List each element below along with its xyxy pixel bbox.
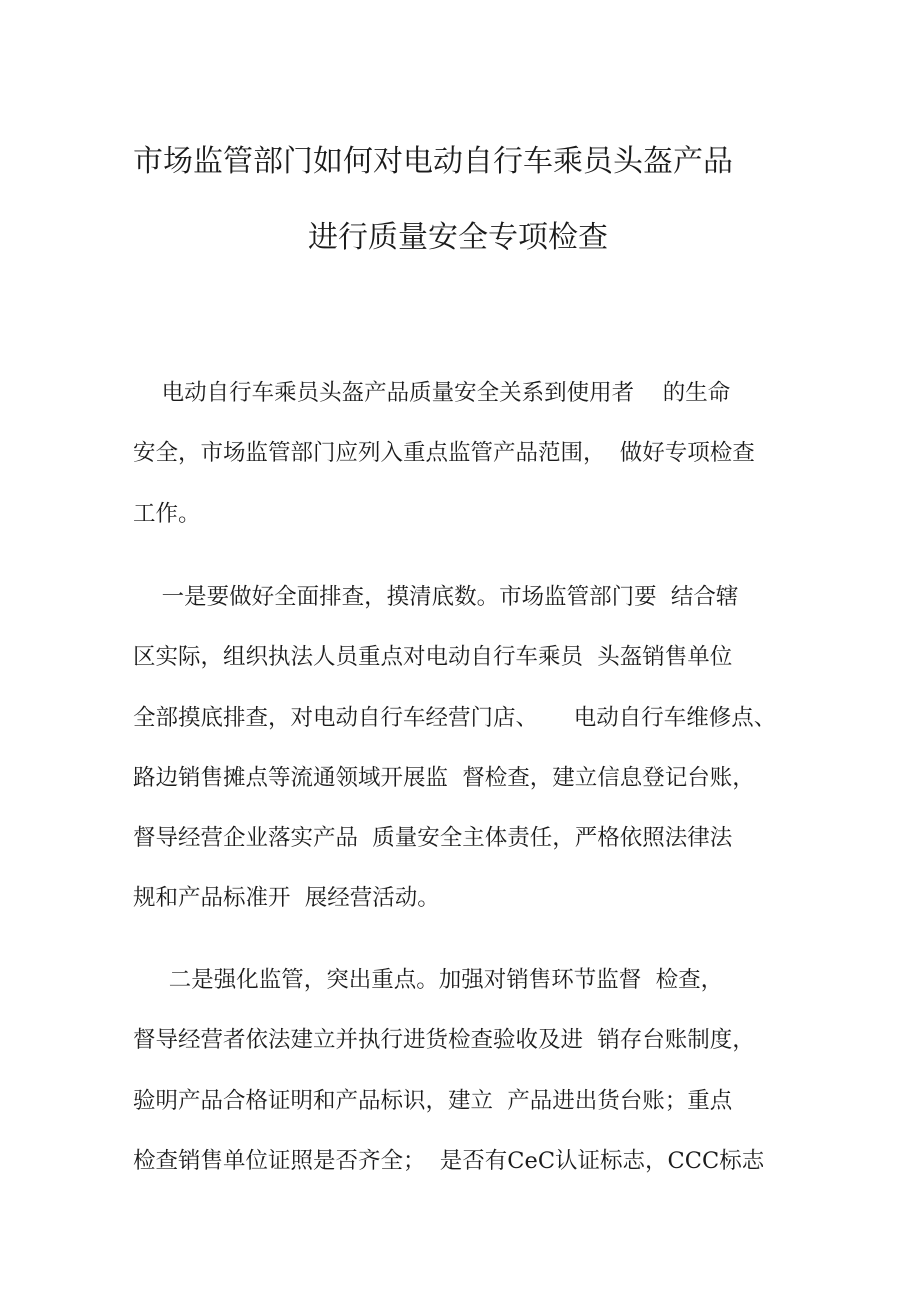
paragraph-2-line-2: 区实际，组织执法人员重点对电动自行车乘员 头盔销售单位 xyxy=(133,644,733,670)
paragraph-3-line-3: 验明产品合格证明和产品标识，建立 产品进出货台账；重点 xyxy=(133,1088,733,1114)
paragraph-1-line-2: 安全，市场监管部门应列入重点监管产品范围， 做好专项检查 xyxy=(133,440,755,466)
paragraph-2-line-3: 全部摸底排查，对电动自行车经营门店、 电动自行车维修点、 xyxy=(133,705,777,731)
paragraph-1-line-3: 工作。 xyxy=(133,501,201,527)
document-title-line-1: 市场监管部门如何对电动自行车乘员头盔产品 xyxy=(133,144,733,179)
paragraph-2-line-1: 一是要做好全面排查，摸清底数。市场监管部门要 结合辖 xyxy=(133,584,739,610)
paragraph-2-line-5: 督导经营企业落实产品 质量安全主体责任，严格依照法律法 xyxy=(133,825,733,851)
document-title-line-2: 进行质量安全专项检查 xyxy=(308,220,608,255)
paragraph-3-line-4: 检查销售单位证照是否齐全； 是否有CeC认证标志，CCC标志 xyxy=(133,1148,765,1174)
paragraph-3-line-1: 二是强化监管，突出重点。加强对销售环节监督 检查， xyxy=(133,967,724,993)
paragraph-2-line-4: 路边销售摊点等流通领域开展监 督检查，建立信息登记台账， xyxy=(133,765,755,791)
paragraph-3-line-2: 督导经营者依法建立并执行进货检查验收及进 销存台账制度， xyxy=(133,1027,755,1053)
paragraph-1-line-1: 电动自行车乘员头盔产品质量安全关系到使用者 的生命 xyxy=(133,380,731,406)
paragraph-2-line-6: 规和产品标准开 展经营活动。 xyxy=(133,885,440,911)
